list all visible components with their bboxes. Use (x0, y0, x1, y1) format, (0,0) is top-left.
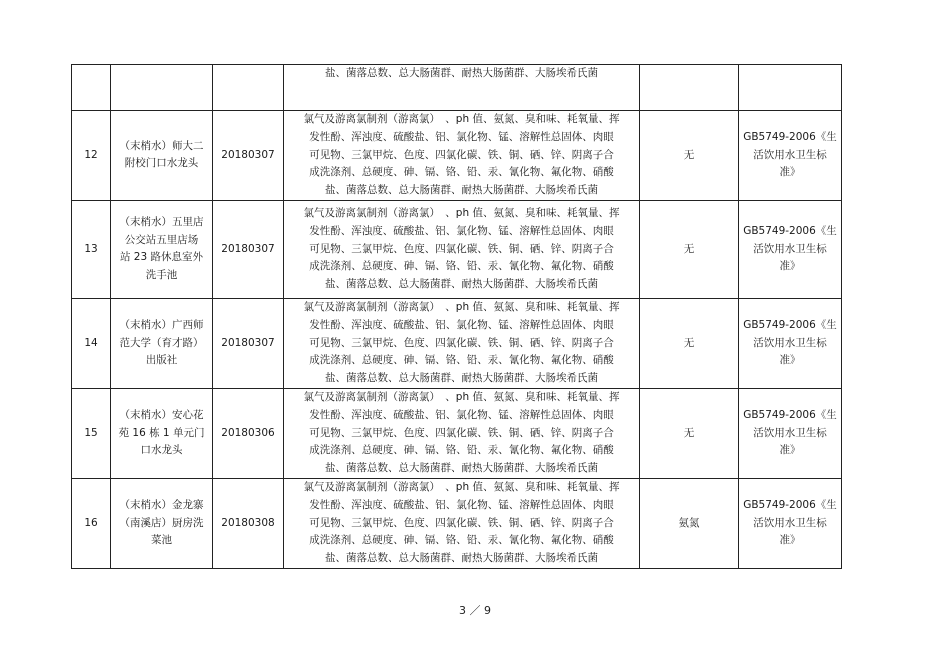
table-row (72, 388, 842, 478)
items-line: 盐、菌落总数、总大肠菌群、耐热大肠菌群、大肠埃希氏菌 (325, 372, 598, 385)
cell-result (640, 200, 739, 298)
items-line: 成洗涤剂、总硬度、砷、镉、铬、铅、汞、氰化物、氟化物、硝酸 (309, 166, 614, 179)
location-line: （末梢水）安心花 (119, 408, 204, 421)
items-line: 可见物、三氯甲烷、色度、四氯化碳、铁、铜、硒、锌、阴离子合 (309, 426, 614, 439)
items-line: 盐、菌落总数、总大肠菌群、耐热大肠菌群、大肠埃希氏菌 (325, 184, 598, 197)
row-number: 12 (84, 148, 98, 161)
cell-standard (739, 111, 842, 201)
sample-date: 20180307 (221, 148, 275, 161)
items-line: 成洗涤剂、总硬度、砷、镉、铬、铅、汞、氰化物、氟化物、硝酸 (309, 444, 614, 457)
location-line: 菜池 (151, 534, 172, 547)
standard-line: 活饮用水卫生标 (753, 426, 827, 439)
items-line: 可见物、三氯甲烷、色度、四氯化碳、铁、铜、硒、锌、阴离子合 (309, 242, 614, 255)
cell-no (72, 200, 111, 298)
cell-result (640, 298, 739, 388)
cell-date (213, 111, 284, 201)
cell-standard (739, 388, 842, 478)
cell-date (213, 65, 284, 111)
standard-line: 活饮用水卫生标 (753, 336, 827, 349)
cell-location (111, 388, 213, 478)
cell-items (284, 65, 640, 111)
cell-standard (739, 200, 842, 298)
row-number: 16 (84, 516, 98, 529)
cell-no (72, 65, 111, 111)
items-line: 盐、菌落总数、总大肠菌群、耐热大肠菌群、大肠埃希氏菌 (325, 552, 598, 565)
items-line: 氯气及游离氯制剂（游离氯） 、ph 值、氨氮、臭和味、耗氧量、挥 (303, 206, 620, 219)
items-line: 氯气及游离氯制剂（游离氯） 、ph 值、氨氮、臭和味、耗氧量、挥 (303, 390, 620, 403)
cell-items (284, 478, 640, 568)
row-number: 14 (84, 336, 98, 349)
standard-line: 准》 (779, 166, 801, 179)
items-line: 成洗涤剂、总硬度、砷、镉、铬、铅、汞、氰化物、氟化物、硝酸 (309, 534, 614, 547)
items-line: 发性酚、浑浊度、硫酸盐、铝、氯化物、锰、溶解性总固体、肉眼 (309, 130, 614, 143)
items-line: 发性酚、浑浊度、硫酸盐、铝、氯化物、锰、溶解性总固体、肉眼 (309, 498, 614, 511)
location-line: 口水龙头 (140, 444, 183, 457)
cell-location (111, 111, 213, 201)
cell-location (111, 65, 213, 111)
standard-line: 准》 (779, 534, 801, 547)
items-line: 发性酚、浑浊度、硫酸盐、铝、氯化物、锰、溶解性总固体、肉眼 (309, 408, 614, 421)
table-row-partial (72, 65, 842, 111)
result-value: 氨氮 (678, 516, 700, 529)
sample-date: 20180307 (221, 242, 275, 255)
cell-standard (739, 298, 842, 388)
cell-no (72, 478, 111, 568)
standard-line: 活饮用水卫生标 (753, 516, 827, 529)
cell-date (213, 200, 284, 298)
cell-location (111, 298, 213, 388)
standard-line: GB5749-2006《生 (743, 224, 837, 237)
cell-location (111, 200, 213, 298)
row-number: 13 (84, 242, 98, 255)
cell-result (640, 388, 739, 478)
cell-result (640, 478, 739, 568)
cell-no (72, 111, 111, 201)
items-line: 盐、菌落总数、总大肠菌群、耐热大肠菌群、大肠埃希氏菌 (325, 462, 598, 475)
page-number: 3 ／ 9 (459, 604, 491, 617)
cell-items (284, 388, 640, 478)
items-line: 发性酚、浑浊度、硫酸盐、铝、氯化物、锰、溶解性总固体、肉眼 (309, 224, 614, 237)
items-line: 成洗涤剂、总硬度、砷、镉、铬、铅、汞、氰化物、氟化物、硝酸 (309, 354, 614, 367)
table-row (72, 111, 842, 201)
location-line: 公交站五里店场 (124, 233, 199, 246)
location-line: 苑 16 栋 1 单元门 (118, 426, 205, 439)
table-row (72, 200, 842, 298)
cell-date (213, 298, 284, 388)
cell-date (213, 388, 284, 478)
result-value: 无 (683, 426, 695, 439)
items-line: 可见物、三氯甲烷、色度、四氯化碳、铁、铜、硒、锌、阴离子合 (309, 336, 614, 349)
location-line: （末梢水）广西师 (119, 318, 204, 331)
standard-line: GB5749-2006《生 (743, 318, 837, 331)
cell-standard (739, 478, 842, 568)
standard-line: 准》 (779, 444, 801, 457)
result-value: 无 (683, 148, 695, 161)
cell-items (284, 200, 640, 298)
items-line: 成洗涤剂、总硬度、砷、镉、铬、铅、汞、氰化物、氟化物、硝酸 (309, 260, 614, 273)
standard-line: 准》 (779, 354, 801, 367)
cell-no (72, 298, 111, 388)
cell-items (284, 298, 640, 388)
sample-date: 20180307 (221, 336, 275, 349)
cell-date (213, 478, 284, 568)
result-value: 无 (683, 242, 695, 255)
standard-line: GB5749-2006《生 (743, 408, 837, 421)
items-line: 氯气及游离氯制剂（游离氯） 、ph 值、氨氮、臭和味、耗氧量、挥 (303, 480, 620, 493)
items-line: 氯气及游离氯制剂（游离氯） 、ph 值、氨氮、臭和味、耗氧量、挥 (303, 300, 620, 313)
items-line: 可见物、三氯甲烷、色度、四氯化碳、铁、铜、硒、锌、阴离子合 (309, 516, 614, 529)
location-line: 洗手池 (145, 269, 178, 282)
standard-line: GB5749-2006《生 (743, 130, 837, 143)
location-line: （末梢水）五里店 (119, 215, 204, 228)
cell-no (72, 388, 111, 478)
cell-result (640, 65, 739, 111)
location-line: （末梢水）师大二 (119, 139, 204, 152)
cell-result (640, 111, 739, 201)
items-line: 发性酚、浑浊度、硫酸盐、铝、氯化物、锰、溶解性总固体、肉眼 (309, 318, 614, 331)
cell-items (284, 111, 640, 201)
items-line: 可见物、三氯甲烷、色度、四氯化碳、铁、铜、硒、锌、阴离子合 (309, 148, 614, 161)
sample-date: 20180306 (221, 426, 275, 439)
standard-line: 准》 (779, 260, 801, 273)
location-line: （南溪店）厨房洗 (119, 516, 204, 529)
table-row (72, 298, 842, 388)
row-number: 15 (84, 426, 98, 439)
sample-date: 20180308 (221, 516, 275, 529)
results-table (71, 64, 842, 569)
cell-location (111, 478, 213, 568)
cell-standard (739, 65, 842, 111)
table-row (72, 478, 842, 568)
standard-line: 活饮用水卫生标 (753, 242, 827, 255)
location-line: 范大学（育才路） (119, 336, 204, 349)
items-line: 盐、菌落总数、总大肠菌群、耐热大肠菌群、大肠埃希氏菌 (325, 278, 598, 291)
location-line: 附校门口水龙头 (124, 157, 199, 170)
items-line: 盐、菌落总数、总大肠菌群、耐热大肠菌群、大肠埃希氏菌 (325, 67, 598, 79)
items-line: 氯气及游离氯制剂（游离氯） 、ph 值、氨氮、臭和味、耗氧量、挥 (303, 113, 620, 125)
standard-line: 活饮用水卫生标 (753, 148, 827, 161)
location-line: 站 23 路休息室外 (119, 251, 204, 264)
location-line: （末梢水）金龙寨 (119, 498, 204, 511)
location-line: 出版社 (145, 354, 178, 367)
standard-line: GB5749-2006《生 (743, 498, 837, 511)
result-value: 无 (683, 336, 695, 349)
